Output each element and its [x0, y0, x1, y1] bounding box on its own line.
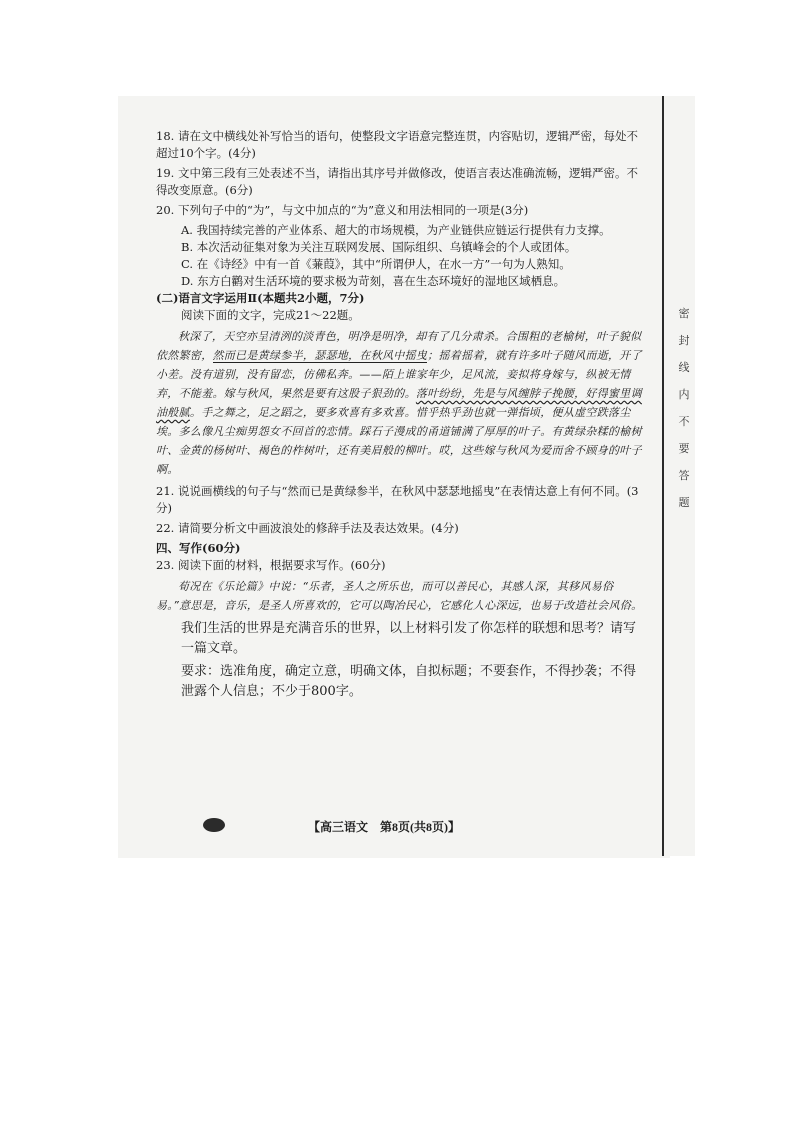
passage-text: 秋深了，天空亦呈清洌的淡青色，明净是明净，却有了几分肃杀。合围粗的老榆树，叶子貌似依然繁密， — [156, 330, 642, 362]
seal-char: 内 — [678, 388, 690, 401]
question-20-options — [156, 222, 646, 290]
question-23: 23. 阅读下面的材料，根据要求写作。(60分) — [156, 558, 386, 572]
option-b: B. 本次活动征集对象为关注互联网发展、国际组织、乌镇峰会的个人或团体。 — [181, 240, 577, 254]
page-footer: 【高三语文 第8页(共8页)】 — [308, 820, 460, 834]
binding-line — [662, 96, 664, 856]
underlined-sentence: 然而已是黄绿参半，瑟瑟地，在秋风中摇曳 — [212, 349, 428, 362]
seal-char: 题 — [678, 496, 690, 509]
seal-char: 答 — [678, 469, 690, 482]
seal-char: 不 — [678, 415, 690, 428]
writing-material: 荀况在《乐论篇》中说：“乐者，圣人之所乐也，而可以善民心，其感人深，其移风易俗易。”意思是，音乐，是圣人所喜欢的，它可以陶冶民心，它感化人心深远，也易于改造社会风俗。 — [156, 580, 643, 612]
section-title: 四、写作(60分) — [156, 541, 241, 555]
question-19: 19. 文中第三段有三处表述不当，请指出其序号并做修改，使语言表达准确流畅，逻辑严密。不得改变原意。(6分) — [156, 166, 638, 197]
question-22: 22. 请简要分析文中画波浪处的修辞手法及表达效果。(4分) — [156, 521, 459, 535]
seal-char: 封 — [678, 334, 690, 347]
seal-char: 要 — [678, 442, 690, 455]
option-c: C. 在《诗经》中有一首《蒹葭》，其中“所谓伊人，在水一方”一句为人熟知。 — [181, 257, 571, 271]
wavy-underlined-sentence: 落叶纷纷，先是与风缠脖子挽腰，好得蜜里调油般腻 — [156, 387, 642, 419]
reading-passage — [156, 327, 646, 479]
option-d: D. 东方白鹳对生活环境的要求极为苛刻，喜在生态环境好的湿地区域栖息。 — [181, 274, 566, 288]
exam-content — [156, 128, 646, 705]
writing-prompt: 我们生活的世界是充满音乐的世界，以上材料引发了你怎样的联想和思考？请写一篇文章。 — [181, 621, 637, 656]
question-18: 18. 请在文中横线处补写恰当的语句，使整段文字语意完整连贯，内容贴切，逻辑严密，每处不超过10个字。(4分) — [156, 129, 638, 160]
writing-requirements: 要求：选准角度，确定立意，明确文体，自拟标题；不要套作，不得抄袭；不得泄露个人信息；不少于800字。 — [181, 664, 637, 699]
section-instruction: 阅读下面的文字，完成21～22题。 — [181, 308, 360, 322]
question-21: 21. 说说画横线的句子与“然而已是黄绿参半，在秋风中瑟瑟地摇曳”在表情达意上有何不同。(3分) — [156, 484, 639, 515]
section-title: (二)语言文字运用Ⅱ(本题共2小题，7分) — [156, 291, 365, 305]
seal-char: 线 — [678, 361, 690, 374]
publisher-logo — [203, 818, 225, 832]
passage-text: 。手之舞之，足之蹈之，要多欢喜有多欢喜。惜乎热乎劲也就一弹指顷，便从虚空跌落尘埃。多么像凡尘痴男怨女不回首的恋情。踩石子漫成的甬道铺满了厚厚的叶子。有黄绿杂糅的榆树叶、金黄的杨树叶、褐色的柞树叶，还有美眉般的柳叶。哎，这些嫁与秋风为爱而舍不顾身的叶子啊。 — [156, 406, 642, 476]
seal-char: 密 — [678, 307, 690, 320]
passage-text: ；摇着摇着，就有许多叶子随风而逝，开了小差。没有道别，没有留恋，仿佛私奔。——陌上谁家年少，足风流，妾拟将身嫁与，纵被无情弃，不能羞。嫁与秋风，果然是要有这股子狠劲的。 — [156, 349, 642, 400]
option-a: A. 我国持续完善的产业体系、超大的市场规模，为产业链供应链运行提供有力支撑。 — [181, 223, 611, 237]
seal-line-text — [674, 300, 694, 516]
question-20: 20. 下列句子中的“为”，与文中加点的“为”意义和用法相同的一项是(3分) — [156, 203, 529, 217]
